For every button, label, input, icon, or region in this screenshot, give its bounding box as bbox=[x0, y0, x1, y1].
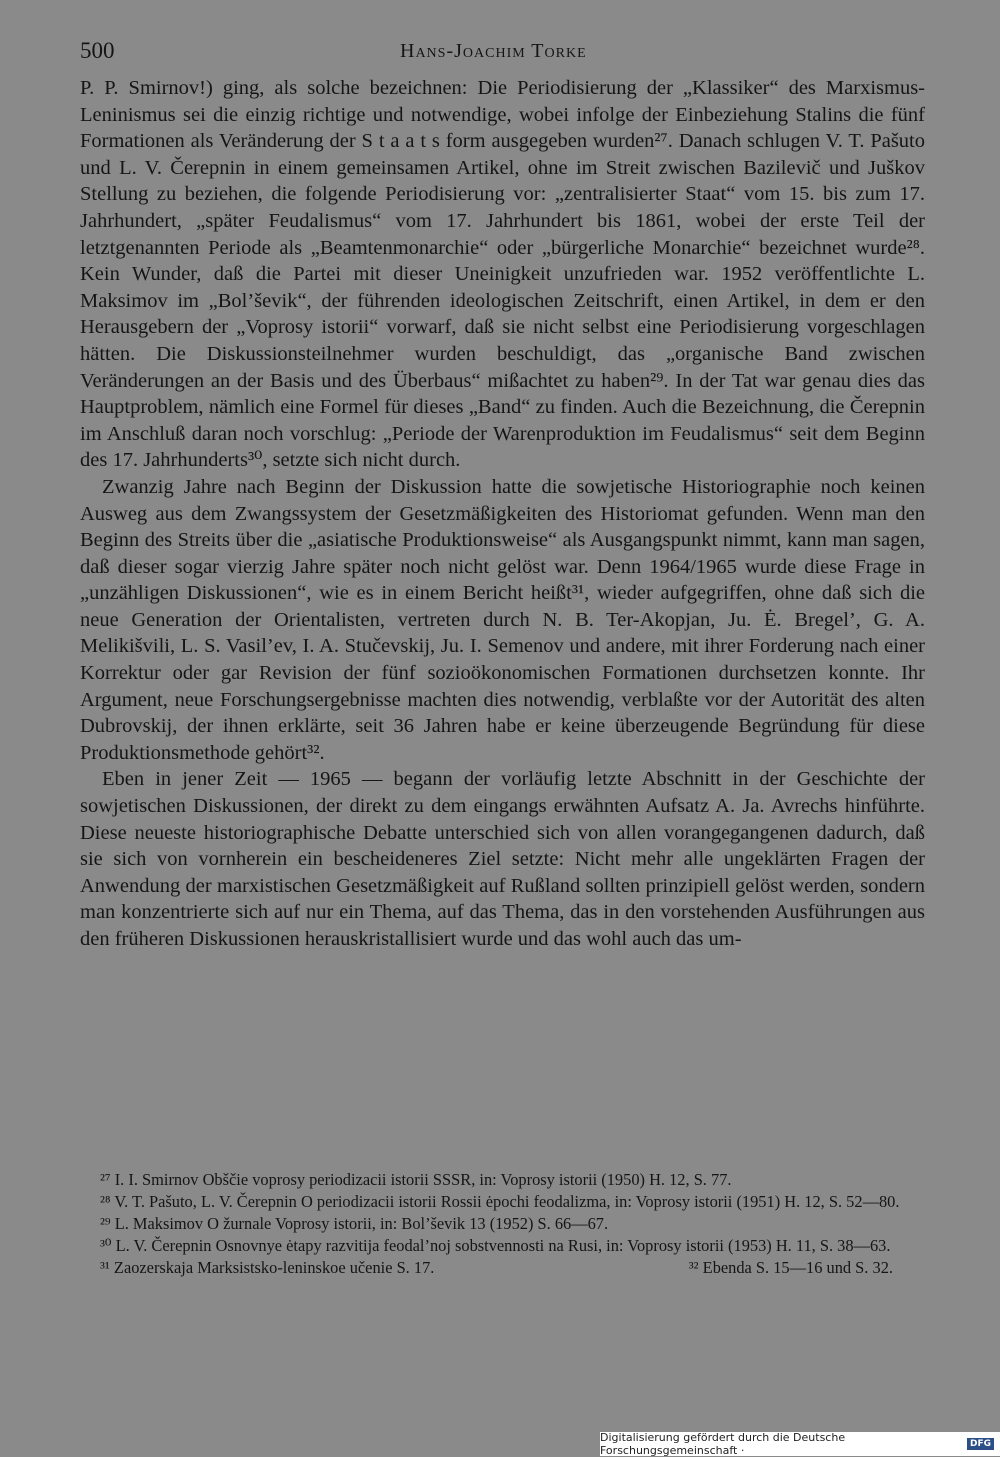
footnote-row bbox=[80, 1257, 933, 1279]
footnote-28: ²⁸ V. T. Pašuto, L. V. Čerepnin O periodizacii istorii Rossii ėpochi feodalizma, in: Voprosy istorii (1951) H. 12, S. 52—80. bbox=[100, 1192, 900, 1211]
footnotes bbox=[80, 1169, 933, 1279]
paragraph: Zwanzig Jahre nach Beginn der Diskussion hatte die sowjetische Historiographie noch keinen Ausweg aus dem Zwangssystem der Gesetzmäßigkeiten des Historiomat gefunden. Wenn man den Beginn des Streits über die „asiatische Produktionsweise“ als Ausgangspunkt nimmt, kann man sagen, daß dieser sogar vierzig Jahre später noch nicht gelöst war. Denn 1964/1965 wurde diese Frage in „unzähligen Diskussionen“, wie es in einem Bericht heißt³¹, wieder aufgegriffen, ohne daß sich die neue Generation der Orientalisten, vertreten durch N. B. Ter-Akopjan, Ju. Ė. Bregel’, G. A. Melikišvili, L. S. Vasil’ev, I. A. Stučevskij, Ju. I. Semenov und andere, mit ihrer Forderung nach einer Korrektur oder gar Revision der fünf sozioökonomischen Formationen durchsetzen konnte. Ihr Argument, neue Forschungsergebnisse machten dies notwendig, verblaßte vor der Autorität des alten Dubrovskij, der ihnen erklärte, seit 36 Jahren habe er keine überzeugende Begründung für diese Produktionsmethode gehört³². bbox=[80, 475, 925, 764]
paragraph: P. P. Smirnov!) ging, als solche bezeichnen: Die Periodisierung der „Klassiker“ des Marxismus-Leninismus sei die einzig richtige und notwendige, wobei infolge der Einbeziehung Stalins die fünf Formationen als Veränderung der S t a a t s form ausgegeben wurden²⁷. Danach schlugen V. T. Pašuto und L. V. Čerepnin in einem gemeinsamen Artikel, ohne im Streit zwischen Bazilevič und Juškov Stellung zu beziehen, die folgende Periodisierung vor: „zentralisierter Staat“ vom 15. bis zum 17. Jahrhundert, „später Feudalismus“ vom 17. Jahrhundert bis 1861, wobei der erste Teil der letztgenannten Periode als „Beamtenmonarchie“ oder „bürgerliche Monarchie“ bezeichnet wurde²⁸. Kein Wunder, daß die Partei mit dieser Uneinigkeit unzufrieden war. 1952 veröffentlichte L. Maksimov im „Bol’ševik“, der führenden ideologischen Zeitschrift, einen Artikel, in dem er den Herausgebern der „Voprosy istorii“ vorwarf, daß sie nicht selbst eine Periodisierung vorgeschlagen hätten. Die Diskussionsteilnehmer wurden beschuldigt, das „organische Band zwischen Veränderungen an der Basis und des Überbaus“ mißachtet zu haben²⁹. In der Tat war genau dies das Hauptproblem, nämlich eine Formel für dieses „Band“ zu finden. Auch die Bezeichnung, die Čerepnin im Anschluß daran noch vorschlug: „Periode der Warenproduktion im Feudalismus“ seit dem Beginn des 17. Jahrhunderts³⁰, setzte sich nicht durch. bbox=[80, 77, 925, 472]
footnote-30: ³⁰ L. V. Čerepnin Osnovnye ėtapy razvitija feodal’noj sobstvennosti na Rusi, in: Voprosy istorii (1953) H. 11, S. 38—63. bbox=[100, 1236, 891, 1255]
page-number: 500 bbox=[80, 38, 115, 63]
main-text bbox=[80, 75, 925, 953]
footnote-32: ³² Ebenda S. 15—16 und S. 32. bbox=[688, 1258, 893, 1277]
digitization-banner bbox=[600, 1432, 1000, 1456]
footnote-29: ²⁹ L. Maksimov O žurnale Voprosy istorii, in: Bol’ševik 13 (1952) S. 66—67. bbox=[100, 1214, 609, 1233]
dfg-logo: DFG bbox=[967, 1438, 994, 1450]
running-head: Hans-Joachim Torke bbox=[400, 40, 587, 62]
banner-text: Digitalisierung gefördert durch die Deutsche Forschungsgemeinschaft · bbox=[600, 1431, 846, 1457]
footnote-27: ²⁷ I. I. Smirnov Obščie voprosy periodizacii istorii SSSR, in: Voprosy istorii (1950) H. 12, S. 77. bbox=[100, 1170, 732, 1189]
footnote-31: ³¹ Zaozerskaja Marksistsko-leninskoe učenie S. 17. bbox=[100, 1258, 435, 1277]
paragraph: Eben in jener Zeit — 1965 — begann der vorläufig letzte Abschnitt in der Geschichte der sowjetischen Diskussionen, der direkt zu dem eingangs erwähnten Aufsatz A. Ja. Avrechs hinführte. Diese neueste historiographische Debatte unterschied sich von allen vorangegangenen dadurch, daß sie sich von vornherein ein bescheideneres Ziel setzte: Nicht mehr alle ungeklärten Fragen der Anwendung der marxistischen Gesetzmäßigkeit auf Rußland sollten prinzipiell gelöst werden, sondern man konzentrierte sich auf nur ein Thema, auf das Thema, das in den vorstehenden Ausführungen aus den früheren Diskussionen herauskristallisiert wurde und das wohl auch das um- bbox=[80, 768, 925, 950]
